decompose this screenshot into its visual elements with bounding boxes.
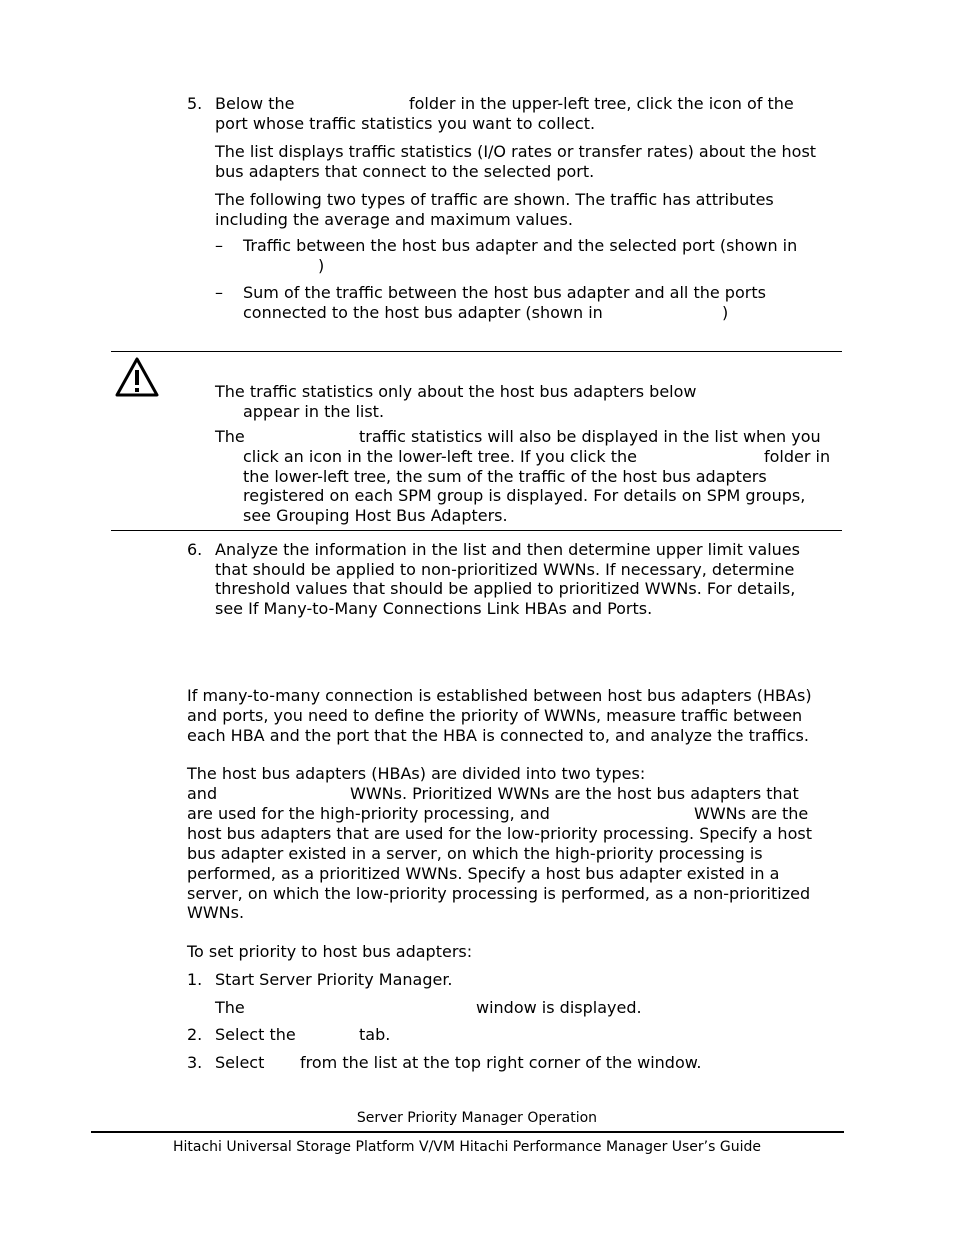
- section-para2-line8: WWNs.: [187, 903, 245, 922]
- step-6-line1: Analyze the information in the list and then determine upper limit values: [215, 540, 800, 559]
- step-1-number: 1.: [187, 970, 203, 989]
- caution-line4-start: click an icon in the lower-left tree. If you click the: [243, 447, 638, 466]
- step-3-text-end: from the list at the top right corner of the window.: [300, 1053, 702, 1072]
- footer-guide-title: Hitachi Universal Storage Platform V/VM Hitachi Performance Manager User’s Guide: [173, 1139, 761, 1155]
- section-para2-line1: The host bus adapters (HBAs) are divided into two types:: [187, 764, 646, 783]
- step-1-result-end: window is displayed.: [476, 998, 642, 1017]
- step-5-number: 5.: [187, 94, 203, 113]
- caution-line3-start: The: [215, 427, 245, 446]
- caution-line4-end: folder in: [764, 447, 831, 466]
- warning-triangle-icon: [113, 355, 161, 399]
- step-5-para1-line1: The list displays traffic statistics (I/O rates or transfer rates) about the host: [215, 142, 817, 161]
- section-para2-line5: bus adapter existed in a server, on which the high-priority processing is: [187, 844, 763, 863]
- bullet-2-line2: connected to the host bus adapter (shown in: [243, 303, 603, 322]
- section-para2-line4: host bus adapters that are used for the low-priority processing. Specify a host: [187, 824, 812, 843]
- section-para2-line2-start: and: [187, 784, 218, 803]
- caution-bottom-rule: [111, 530, 842, 531]
- step-5-text-start: Below the: [215, 94, 295, 113]
- caution-line6: registered on each SPM group is displayed. For details on SPM groups,: [243, 486, 806, 505]
- step-6-line4: see If Many-to-Many Connections Link HBAs and Ports.: [215, 599, 653, 618]
- step-5-para2-line1: The following two types of traffic are shown. The traffic has attributes: [215, 190, 774, 209]
- section-para1-line1: If many-to-many connection is established between host bus adapters (HBAs): [187, 686, 812, 705]
- section-para2-line3-start: are used for the high-priority processing, and: [187, 804, 550, 823]
- section-para2-line2-end: WWNs. Prioritized WWNs are the host bus adapters that: [350, 784, 799, 803]
- footer-rule: [91, 1131, 844, 1133]
- step-2-text-end: tab.: [359, 1025, 391, 1044]
- step-5-text-end: folder in the upper-left tree, click the icon of the: [409, 94, 794, 113]
- step-1-text: Start Server Priority Manager.: [215, 970, 453, 989]
- bullet-dash: –: [215, 236, 223, 255]
- bullet-2-line1: Sum of the traffic between the host bus adapter and all the ports: [243, 283, 766, 302]
- section-para2-line7: server, on which the low-priority processing is performed, as a non-prioritized: [187, 884, 811, 903]
- bullet-1-line1: Traffic between the host bus adapter and the selected port (shown in: [243, 236, 798, 255]
- section-para2-line6: performed, as a prioritized WWNs. Specify a host bus adapter existed in a: [187, 864, 780, 883]
- bullet-dash: –: [215, 283, 223, 302]
- step-6-line2: that should be applied to non-prioritized WWNs. If necessary, determine: [215, 560, 795, 579]
- step-2-number: 2.: [187, 1025, 203, 1044]
- section-para1-line2: and ports, you need to define the priority of WWNs, measure traffic between: [187, 706, 803, 725]
- step-6-line3: threshold values that should be applied to prioritized WWNs. For details,: [215, 579, 796, 598]
- bullet-2-line2-end: ): [722, 303, 729, 322]
- caution-line5: the lower-left tree, the sum of the traffic of the host bus adapters: [243, 467, 767, 486]
- caution-top-rule: [111, 351, 842, 352]
- footer-section-title: Server Priority Manager Operation: [356, 1110, 598, 1126]
- step-5-para1-line2: bus adapters that connect to the selected port.: [215, 162, 595, 181]
- step-6-number: 6.: [187, 540, 203, 559]
- caution-line7: see Grouping Host Bus Adapters.: [243, 506, 508, 525]
- step-3-number: 3.: [187, 1053, 203, 1072]
- section-para2-line3-end: WWNs are the: [694, 804, 809, 823]
- procedure-intro: To set priority to host bus adapters:: [187, 942, 473, 961]
- step-1-result-start: The: [215, 998, 245, 1017]
- caution-line3-end: traffic statistics will also be displayed in the list when you: [359, 427, 821, 446]
- step-5-para2-line2: including the average and maximum values.: [215, 210, 573, 229]
- step-2-text-start: Select the: [215, 1025, 296, 1044]
- caution-line2: appear in the list.: [243, 402, 385, 421]
- step-3-text-start: Select: [215, 1053, 265, 1072]
- caution-line1: The traffic statistics only about the host bus adapters below: [215, 382, 697, 401]
- bullet-1-line2: ): [318, 256, 325, 275]
- step-5-text-line2: port whose traffic statistics you want to collect.: [215, 114, 596, 133]
- section-para1-line3: each HBA and the port that the HBA is connected to, and analyze the traffics.: [187, 726, 809, 745]
